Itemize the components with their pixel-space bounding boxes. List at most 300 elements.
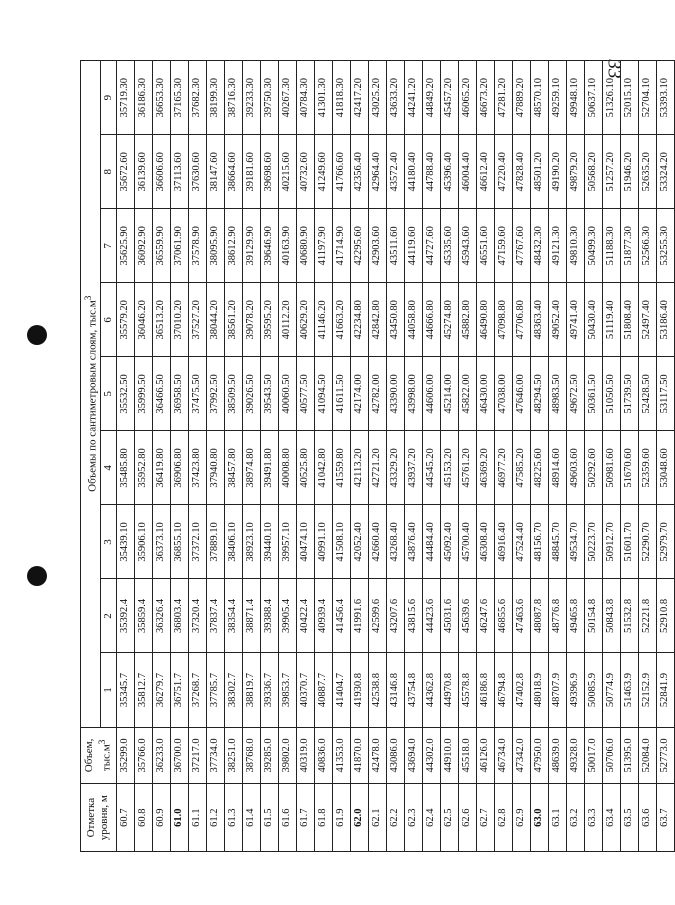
layer-volume-cell: 46430.00 xyxy=(476,357,494,431)
layer-volume-cell: 45457.20 xyxy=(440,61,458,135)
layer-volume-cell: 47038.00 xyxy=(494,357,512,431)
table-row xyxy=(656,61,674,852)
layer-volume-cell: 47220.40 xyxy=(494,135,512,209)
layer-volume-cell: 42538.8 xyxy=(368,653,386,727)
layer-volume-cell: 39491.80 xyxy=(260,431,278,505)
level-cell: 62.4 xyxy=(422,784,440,852)
layer-volume-cell: 39078.20 xyxy=(242,283,260,357)
level-cell: 62.7 xyxy=(476,784,494,852)
layer-volume-cell: 37113.60 xyxy=(170,135,188,209)
layer-volume-cell: 45274.80 xyxy=(440,283,458,357)
layer-volume-cell: 47889.20 xyxy=(512,61,530,135)
layer-volume-cell: 36419.80 xyxy=(152,431,170,505)
layer-volume-cell: 51877.30 xyxy=(620,209,638,283)
layer-volume-cell: 50568.20 xyxy=(584,135,602,209)
layer-volume-cell: 36958.50 xyxy=(170,357,188,431)
level-cell: 61.4 xyxy=(242,784,260,852)
layer-volume-cell: 37372.10 xyxy=(188,505,206,579)
table-row xyxy=(404,61,422,852)
layer-volume-cell: 38406.10 xyxy=(224,505,242,579)
layer-volume-cell: 53393.10 xyxy=(656,61,674,135)
layer-volume-cell: 52979.70 xyxy=(656,505,674,579)
layer-volume-cell: 40887.7 xyxy=(314,653,332,727)
layer-volume-cell: 47463.6 xyxy=(512,579,530,653)
layer-volume-cell: 35485.80 xyxy=(116,431,134,505)
layer-volume-cell: 52497.40 xyxy=(638,283,656,357)
layer-volume-cell: 51119.40 xyxy=(602,283,620,357)
level-cell: 61.8 xyxy=(314,784,332,852)
volume-cell: 41870.0 xyxy=(350,727,368,784)
layer-volume-cell: 37682.30 xyxy=(188,61,206,135)
layer-volume-cell: 42964.40 xyxy=(368,135,386,209)
layer-volume-cell: 51670.60 xyxy=(620,431,638,505)
header-volume: Объем, $тыс.м^3$ xyxy=(81,727,117,784)
layer-volume-cell: 41456.4 xyxy=(332,579,350,653)
layer-volume-cell: 52910.8 xyxy=(656,579,674,653)
layer-volume-cell: 38095.90 xyxy=(206,209,224,283)
layer-volume-cell: 46490.80 xyxy=(476,283,494,357)
level-cell: 62.3 xyxy=(404,784,422,852)
layer-volume-cell: 45031.6 xyxy=(440,579,458,653)
level-cell: 63.6 xyxy=(638,784,656,852)
layer-volume-cell: 51188.30 xyxy=(602,209,620,283)
layer-volume-cell: 42782.00 xyxy=(368,357,386,431)
layer-volume-cell: 41404.7 xyxy=(332,653,350,727)
layer-volume-cell: 35859.4 xyxy=(134,579,152,653)
layer-volume-cell: 35439.10 xyxy=(116,505,134,579)
layer-volume-cell: 37165.30 xyxy=(170,61,188,135)
layer-volume-cell: 40784.30 xyxy=(296,61,314,135)
layer-volume-cell: 47281.20 xyxy=(494,61,512,135)
layer-volume-cell: 36855.10 xyxy=(170,505,188,579)
table-row xyxy=(494,61,512,852)
layer-volume-cell: 40060.50 xyxy=(278,357,296,431)
layer-volume-cell: 46186.8 xyxy=(476,653,494,727)
layer-volume-cell: 40422.4 xyxy=(296,579,314,653)
layer-volume-cell: 39129.90 xyxy=(242,209,260,283)
layer-volume-cell: 49190.20 xyxy=(548,135,566,209)
layer-volume-cell: 45396.40 xyxy=(440,135,458,209)
layer-volume-cell: 37940.80 xyxy=(206,431,224,505)
level-cell: 60.7 xyxy=(116,784,134,852)
layer-volume-cell: 53186.40 xyxy=(656,283,674,357)
table-row xyxy=(188,61,206,852)
layer-volume-cell: 39905.4 xyxy=(278,579,296,653)
layer-volume-cell: 47524.40 xyxy=(512,505,530,579)
layer-volume-cell: 39957.10 xyxy=(278,505,296,579)
table-row xyxy=(152,61,170,852)
layer-volume-cell: 39233.30 xyxy=(242,61,260,135)
layer-volume-cell: 48156.70 xyxy=(530,505,548,579)
layer-volume-cell: 48501.20 xyxy=(530,135,548,209)
layer-volume-cell: 35579.20 xyxy=(116,283,134,357)
layer-volume-cell: 46977.20 xyxy=(494,431,512,505)
level-cell: 63.7 xyxy=(656,784,674,852)
layer-volume-cell: 49465.8 xyxy=(566,579,584,653)
layer-volume-cell: 43633.20 xyxy=(386,61,404,135)
layer-volume-cell: 35812.7 xyxy=(134,653,152,727)
level-cell: 61.0 xyxy=(170,784,188,852)
layer-volume-cell: 39853.7 xyxy=(278,653,296,727)
layer-volume-cell: 40163.90 xyxy=(278,209,296,283)
layer-volume-cell: 47159.60 xyxy=(494,209,512,283)
column-number: 4 xyxy=(100,431,116,505)
layer-volume-cell: 38147.60 xyxy=(206,135,224,209)
layer-volume-cell: 43146.8 xyxy=(386,653,404,727)
layer-volume-cell: 40680.90 xyxy=(296,209,314,283)
volume-cell: 40319.0 xyxy=(296,727,314,784)
layer-volume-cell: 41714.90 xyxy=(332,209,350,283)
layer-volume-cell: 52841.9 xyxy=(656,653,674,727)
table-row xyxy=(638,61,656,852)
volume-table xyxy=(80,60,675,852)
table-row xyxy=(422,61,440,852)
table-row xyxy=(386,61,404,852)
volume-cell: 47950.0 xyxy=(530,727,548,784)
layer-volume-cell: 38716.30 xyxy=(224,61,242,135)
layer-volume-cell: 38923.10 xyxy=(242,505,260,579)
layer-volume-cell: 48983.50 xyxy=(548,357,566,431)
layer-volume-cell: 46004.40 xyxy=(458,135,476,209)
layer-volume-cell: 37889.10 xyxy=(206,505,224,579)
layer-volume-cell: 35392.4 xyxy=(116,579,134,653)
layer-volume-cell: 51326.10 xyxy=(602,61,620,135)
table-row xyxy=(350,61,368,852)
layer-volume-cell: 41249.60 xyxy=(314,135,332,209)
layer-volume-cell: 36906.80 xyxy=(170,431,188,505)
column-number: 1 xyxy=(100,653,116,727)
layer-volume-cell: 37320.4 xyxy=(188,579,206,653)
layer-volume-cell: 37527.20 xyxy=(188,283,206,357)
volume-cell: 47342.0 xyxy=(512,727,530,784)
layer-volume-cell: 40474.10 xyxy=(296,505,314,579)
layer-volume-cell: 39698.60 xyxy=(260,135,278,209)
layer-volume-cell: 44849.20 xyxy=(422,61,440,135)
column-number: 3 xyxy=(100,505,116,579)
level-cell: 62.6 xyxy=(458,784,476,852)
layer-volume-cell: 43207.6 xyxy=(386,579,404,653)
volume-cell: 52084.0 xyxy=(638,727,656,784)
layer-volume-cell: 35532.50 xyxy=(116,357,134,431)
layer-volume-cell: 36139.60 xyxy=(134,135,152,209)
layer-volume-cell: 51739.50 xyxy=(620,357,638,431)
layer-volume-cell: 42295.60 xyxy=(350,209,368,283)
layer-volume-cell: 44423.6 xyxy=(422,579,440,653)
level-cell: 63.1 xyxy=(548,784,566,852)
layer-volume-cell: 48914.60 xyxy=(548,431,566,505)
layer-volume-cell: 48363.40 xyxy=(530,283,548,357)
layer-volume-cell: 46855.6 xyxy=(494,579,512,653)
layer-volume-cell: 48845.70 xyxy=(548,505,566,579)
layer-volume-cell: 47402.8 xyxy=(512,653,530,727)
layer-volume-cell: 50912.70 xyxy=(602,505,620,579)
layer-volume-cell: 35345.7 xyxy=(116,653,134,727)
layer-volume-cell: 36803.4 xyxy=(170,579,188,653)
layer-volume-cell: 36279.7 xyxy=(152,653,170,727)
level-cell: 61.7 xyxy=(296,784,314,852)
layer-volume-cell: 43937.20 xyxy=(404,431,422,505)
layer-volume-cell: 40732.60 xyxy=(296,135,314,209)
layer-volume-cell: 42052.40 xyxy=(350,505,368,579)
layer-volume-cell: 37785.7 xyxy=(206,653,224,727)
level-cell: 63.5 xyxy=(620,784,638,852)
layer-volume-cell: 39750.30 xyxy=(260,61,278,135)
layer-volume-cell: 44362.8 xyxy=(422,653,440,727)
layer-volume-cell: 40267.30 xyxy=(278,61,296,135)
layer-volume-cell: 37010.20 xyxy=(170,283,188,357)
layer-volume-cell: 45882.80 xyxy=(458,283,476,357)
column-number: 2 xyxy=(100,579,116,653)
layer-volume-cell: 48776.8 xyxy=(548,579,566,653)
layer-volume-cell: 35672.60 xyxy=(116,135,134,209)
layer-volume-cell: 48018.9 xyxy=(530,653,548,727)
level-cell: 61.3 xyxy=(224,784,242,852)
layer-volume-cell: 52290.70 xyxy=(638,505,656,579)
table-row xyxy=(260,61,278,852)
layer-volume-cell: 37423.80 xyxy=(188,431,206,505)
layer-volume-cell: 36606.60 xyxy=(152,135,170,209)
layer-volume-cell: 37992.50 xyxy=(206,357,224,431)
layer-volume-cell: 41559.80 xyxy=(332,431,350,505)
layer-volume-cell: 35999.50 xyxy=(134,357,152,431)
layer-volume-cell: 50361.50 xyxy=(584,357,602,431)
layer-volume-cell: 52566.30 xyxy=(638,209,656,283)
layer-volume-cell: 42356.40 xyxy=(350,135,368,209)
layer-volume-cell: 43511.60 xyxy=(386,209,404,283)
layer-volume-cell: 50292.60 xyxy=(584,431,602,505)
layer-volume-cell: 48570.10 xyxy=(530,61,548,135)
layer-volume-cell: 38612.90 xyxy=(224,209,242,283)
layer-volume-cell: 44545.20 xyxy=(422,431,440,505)
layer-volume-cell: 45822.00 xyxy=(458,357,476,431)
layer-volume-cell: 51257.20 xyxy=(602,135,620,209)
punch-hole xyxy=(27,566,47,586)
volume-cell: 43086.0 xyxy=(386,727,404,784)
volume-cell: 44910.0 xyxy=(440,727,458,784)
layer-volume-cell: 45639.6 xyxy=(458,579,476,653)
volume-cell: 35766.0 xyxy=(134,727,152,784)
column-number: 9 xyxy=(100,61,116,135)
layer-volume-cell: 46247.6 xyxy=(476,579,494,653)
layer-volume-cell: 53324.20 xyxy=(656,135,674,209)
layer-volume-cell: 50154.8 xyxy=(584,579,602,653)
table-row xyxy=(206,61,224,852)
layer-volume-cell: 38457.80 xyxy=(224,431,242,505)
table-row xyxy=(332,61,350,852)
layer-volume-cell: 52015.10 xyxy=(620,61,638,135)
table-header xyxy=(81,61,117,852)
layer-volume-cell: 43998.00 xyxy=(404,357,422,431)
layer-volume-cell: 52635.20 xyxy=(638,135,656,209)
layer-volume-cell: 46673.20 xyxy=(476,61,494,135)
column-number: 7 xyxy=(100,209,116,283)
layer-volume-cell: 43329.20 xyxy=(386,431,404,505)
layer-volume-cell: 42660.40 xyxy=(368,505,386,579)
column-number: 6 xyxy=(100,283,116,357)
level-cell: 61.1 xyxy=(188,784,206,852)
layer-volume-cell: 43450.80 xyxy=(386,283,404,357)
layer-volume-cell: 50981.60 xyxy=(602,431,620,505)
volume-cell: 46734.0 xyxy=(494,727,512,784)
layer-volume-cell: 39595.20 xyxy=(260,283,278,357)
layer-volume-cell: 52221.8 xyxy=(638,579,656,653)
layer-volume-cell: 47646.00 xyxy=(512,357,530,431)
layer-volume-cell: 49603.60 xyxy=(566,431,584,505)
layer-volume-cell: 51050.50 xyxy=(602,357,620,431)
layer-volume-cell: 46369.20 xyxy=(476,431,494,505)
table-row xyxy=(458,61,476,852)
layer-volume-cell: 41818.30 xyxy=(332,61,350,135)
layer-volume-cell: 49810.30 xyxy=(566,209,584,283)
layer-volume-cell: 36326.4 xyxy=(152,579,170,653)
layer-volume-cell: 36653.30 xyxy=(152,61,170,135)
layer-volume-cell: 41611.50 xyxy=(332,357,350,431)
table-row xyxy=(602,61,620,852)
layer-volume-cell: 44606.00 xyxy=(422,357,440,431)
layer-volume-cell: 38509.50 xyxy=(224,357,242,431)
volume-cell: 35299.0 xyxy=(116,727,134,784)
layer-volume-cell: 46916.40 xyxy=(494,505,512,579)
level-cell: 62.0 xyxy=(350,784,368,852)
volume-cell: 38251.0 xyxy=(224,727,242,784)
layer-volume-cell: 45578.8 xyxy=(458,653,476,727)
volume-cell: 50017.0 xyxy=(584,727,602,784)
layer-volume-cell: 50430.40 xyxy=(584,283,602,357)
layer-volume-cell: 35906.10 xyxy=(134,505,152,579)
layer-volume-cell: 40939.4 xyxy=(314,579,332,653)
table-row xyxy=(242,61,260,852)
layer-volume-cell: 39543.50 xyxy=(260,357,278,431)
volume-cell: 46126.0 xyxy=(476,727,494,784)
layer-volume-cell: 45761.20 xyxy=(458,431,476,505)
volume-cell: 41353.0 xyxy=(332,727,350,784)
layer-volume-cell: 51946.20 xyxy=(620,135,638,209)
table-row xyxy=(584,61,602,852)
layer-volume-cell: 45335.60 xyxy=(440,209,458,283)
layer-volume-cell: 37578.90 xyxy=(188,209,206,283)
layer-volume-cell: 38199.30 xyxy=(206,61,224,135)
layer-volume-cell: 46794.8 xyxy=(494,653,512,727)
table-row xyxy=(296,61,314,852)
layer-volume-cell: 51808.40 xyxy=(620,283,638,357)
layer-volume-cell: 40112.20 xyxy=(278,283,296,357)
layer-volume-cell: 39181.60 xyxy=(242,135,260,209)
volume-cell: 36700.0 xyxy=(170,727,188,784)
layer-volume-cell: 50843.8 xyxy=(602,579,620,653)
layer-volume-cell: 44241.20 xyxy=(404,61,422,135)
layer-volume-cell: 38561.20 xyxy=(224,283,242,357)
layer-volume-cell: 35625.90 xyxy=(116,209,134,283)
layer-volume-cell: 44727.60 xyxy=(422,209,440,283)
table-row xyxy=(566,61,584,852)
level-cell: 60.9 xyxy=(152,784,170,852)
layer-volume-cell: 49948.10 xyxy=(566,61,584,135)
table-row xyxy=(440,61,458,852)
level-cell: 62.1 xyxy=(368,784,386,852)
level-cell: 63.2 xyxy=(566,784,584,852)
table-row xyxy=(134,61,152,852)
volume-cell: 52773.0 xyxy=(656,727,674,784)
table-body xyxy=(116,61,674,852)
layer-volume-cell: 43754.8 xyxy=(404,653,422,727)
layer-volume-cell: 44180.40 xyxy=(404,135,422,209)
layer-volume-cell: 42721.20 xyxy=(368,431,386,505)
table-row xyxy=(224,61,242,852)
table-row xyxy=(116,61,134,852)
layer-volume-cell: 38974.80 xyxy=(242,431,260,505)
volume-cell: 50706.0 xyxy=(602,727,620,784)
column-number: 5 xyxy=(100,357,116,431)
level-cell: 62.2 xyxy=(386,784,404,852)
volume-cell: 37217.0 xyxy=(188,727,206,784)
volume-cell: 45518.0 xyxy=(458,727,476,784)
layer-volume-cell: 37268.7 xyxy=(188,653,206,727)
layer-volume-cell: 48087.8 xyxy=(530,579,548,653)
layer-volume-cell: 39026.50 xyxy=(242,357,260,431)
layer-volume-cell: 50637.10 xyxy=(584,61,602,135)
layer-volume-cell: 51463.9 xyxy=(620,653,638,727)
level-cell: 62.5 xyxy=(440,784,458,852)
volume-cell: 39802.0 xyxy=(278,727,296,784)
volume-cell: 48639.0 xyxy=(548,727,566,784)
level-cell: 63.0 xyxy=(530,784,548,852)
layer-volume-cell: 36751.7 xyxy=(170,653,188,727)
layer-volume-cell: 43876.40 xyxy=(404,505,422,579)
layer-volume-cell: 38044.20 xyxy=(206,283,224,357)
layer-volume-cell: 44058.80 xyxy=(404,283,422,357)
header-level: Отметка уровня, м xyxy=(81,784,117,852)
layer-volume-cell: 49052.40 xyxy=(548,283,566,357)
layer-volume-cell: 38871.4 xyxy=(242,579,260,653)
layer-volume-cell: 49259.10 xyxy=(548,61,566,135)
layer-volume-cell: 47828.40 xyxy=(512,135,530,209)
layer-volume-cell: 53048.60 xyxy=(656,431,674,505)
layer-volume-cell: 46065.20 xyxy=(458,61,476,135)
layer-volume-cell: 46308.40 xyxy=(476,505,494,579)
layer-volume-cell: 38664.60 xyxy=(224,135,242,209)
layer-volume-cell: 47706.80 xyxy=(512,283,530,357)
layer-volume-cell: 43572.40 xyxy=(386,135,404,209)
layer-volume-cell: 36559.90 xyxy=(152,209,170,283)
layer-volume-cell: 45214.00 xyxy=(440,357,458,431)
volume-cell: 42478.0 xyxy=(368,727,386,784)
layer-volume-cell: 45153.20 xyxy=(440,431,458,505)
layer-volume-cell: 44666.80 xyxy=(422,283,440,357)
layer-volume-cell: 41766.60 xyxy=(332,135,350,209)
rotated-table-container xyxy=(80,60,671,852)
layer-volume-cell: 49121.30 xyxy=(548,209,566,283)
volume-cell: 43694.0 xyxy=(404,727,422,784)
layer-volume-cell: 52152.9 xyxy=(638,653,656,727)
table-row xyxy=(620,61,638,852)
layer-volume-cell: 53117.50 xyxy=(656,357,674,431)
layer-volume-cell: 36373.10 xyxy=(152,505,170,579)
header-layer-volumes: Объемы по сантиметровым слоям, $тыс.м^3$ xyxy=(81,61,101,728)
level-cell: 61.2 xyxy=(206,784,224,852)
level-cell: 61.6 xyxy=(278,784,296,852)
layer-volume-cell: 50774.9 xyxy=(602,653,620,727)
layer-volume-cell: 47767.60 xyxy=(512,209,530,283)
volume-cell: 36233.0 xyxy=(152,727,170,784)
volume-cell: 38768.0 xyxy=(242,727,260,784)
layer-volume-cell: 39646.90 xyxy=(260,209,278,283)
layer-volume-cell: 47585.20 xyxy=(512,431,530,505)
layer-volume-cell: 44970.8 xyxy=(440,653,458,727)
layer-volume-cell: 42599.6 xyxy=(368,579,386,653)
layer-volume-cell: 39388.4 xyxy=(260,579,278,653)
layer-volume-cell: 50499.30 xyxy=(584,209,602,283)
layer-volume-cell: 41094.50 xyxy=(314,357,332,431)
